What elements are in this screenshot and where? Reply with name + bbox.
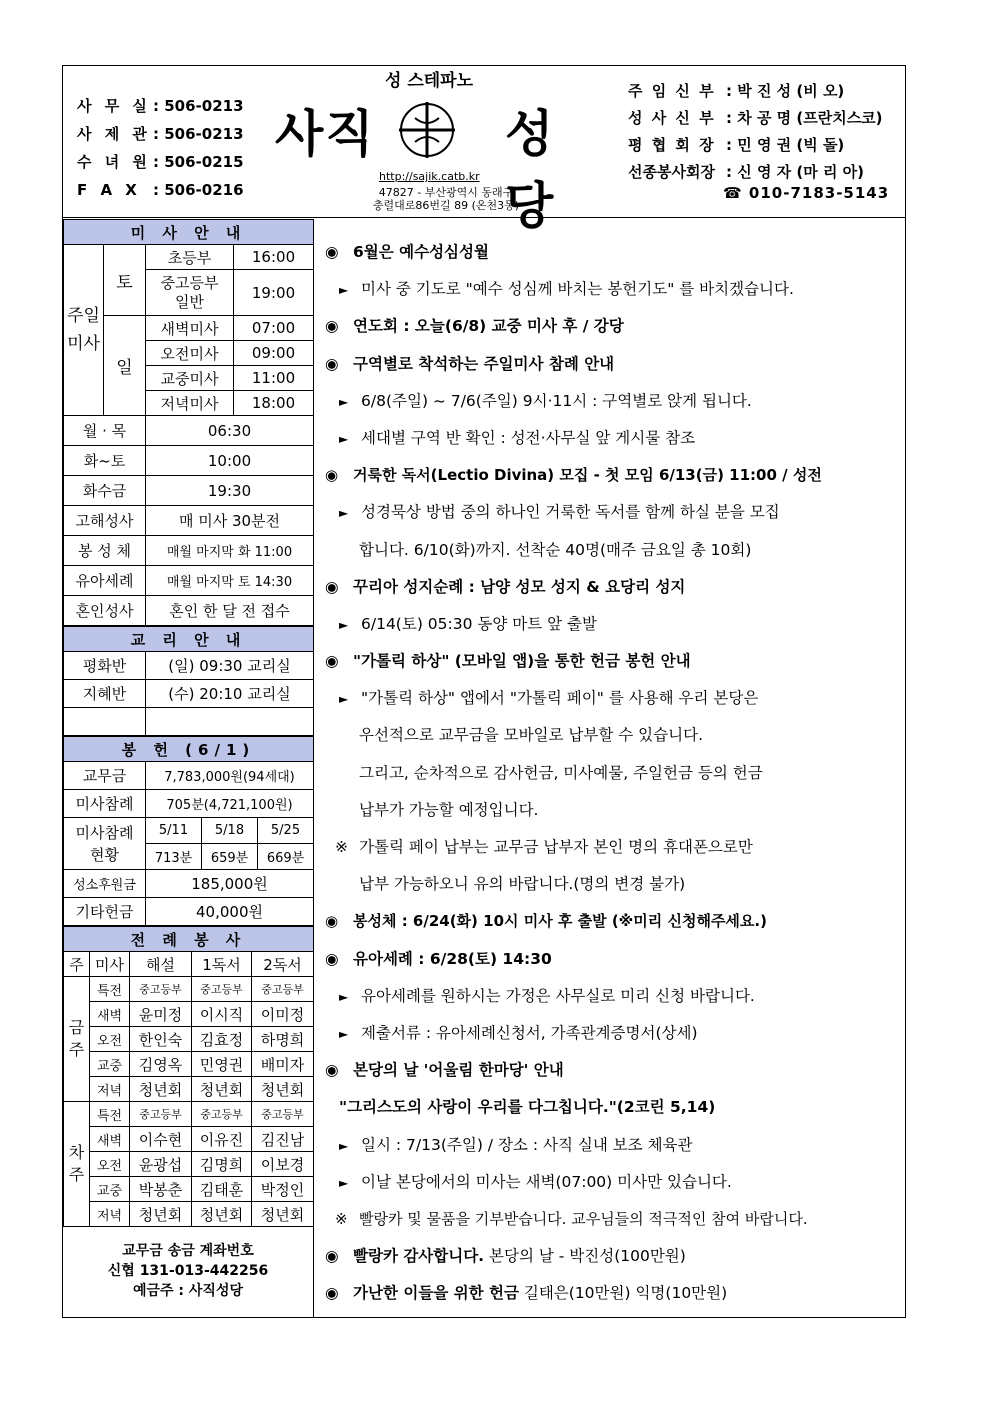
phone-row: 사 무 실 : 506-0213 bbox=[77, 97, 244, 115]
notice-bullet: ► 성경묵상 방법 중의 하나인 거룩한 독서를 함께 하실 분을 모집 bbox=[325, 494, 905, 531]
notice-bullet: ► 제출서류 : 유아세례신청서, 가족관계증명서(상세) bbox=[325, 1015, 905, 1052]
notice-bullet: ► 이날 본당에서의 미사는 새벽(07:00) 미사만 있습니다. bbox=[325, 1164, 905, 1201]
patron-name: 성 스테파노 bbox=[385, 71, 474, 91]
notice-bullet: ► 6/14(토) 05:30 동양 마트 앞 출발 bbox=[325, 606, 905, 643]
phone-row: F A X : 506-0216 bbox=[77, 181, 244, 199]
notice-note: ※ 빨랑카 및 물품을 기부받습니다. 교우님들의 적극적인 참여 바랍니다. bbox=[325, 1201, 905, 1238]
catechism-section-title: 교 리 안 내 bbox=[64, 627, 314, 652]
clergy-row: 주 임 신 부 : 박 진 성 (비 오) bbox=[628, 82, 845, 100]
offering-section-title: 봉 헌 (6/1) bbox=[64, 737, 314, 762]
cross-logo-icon bbox=[395, 98, 459, 162]
website-link[interactable]: http://sajik.catb.kr bbox=[379, 170, 480, 183]
notice-text: 납부 가능하오니 유의 바랍니다.(명의 변경 불가) bbox=[359, 875, 686, 894]
address: 47827 - 부산광역시 동래구 충렬대로86번길 89 (온천3동) bbox=[372, 186, 520, 212]
clergy-row: 평 협 회 장 : 민 영 권 (빅 돌) bbox=[628, 136, 845, 154]
notice-heading: ◉ 꾸리아 성지순례 : 남양 성모 성지 & 요당리 성지 bbox=[325, 569, 905, 606]
notice-quote: "그리스도의 사랑이 우리를 다그칩니다."(2코린 5,14) bbox=[339, 1098, 716, 1117]
office-phones bbox=[77, 92, 244, 204]
phone-row: 사 제 관 : 506-0213 bbox=[77, 125, 244, 143]
mass-table: 미 사 안 내 주일미사 토 초등부 16:00 중고등부 일반 19:00 일 새벽미사 07:00 오전미사 09:00 교중미사 11:00 저녁미사 18:00 월 · 목 06:30 화~토 10:00 화수금 19:30 고해성사 매 미사 30분전 봉 성 체 매월 마지막 화 11:00 유아세례 매월 마지막 토 14:30 혼인성사 혼인 한 달 전 접수 bbox=[63, 219, 314, 626]
phone-row: 수 녀 원 : 506-0215 bbox=[77, 153, 244, 171]
notice-bullet: ► 유아세례를 원하시는 가정은 사무실로 미리 신청 바랍니다. bbox=[325, 978, 905, 1015]
liturgy-section-title: 전 례 봉 사 bbox=[64, 927, 314, 952]
notice-heading: ◉ 연도회 : 오늘(6/8) 교중 미사 후 / 강당 bbox=[325, 308, 905, 345]
church-name-right: 성당 bbox=[505, 105, 556, 235]
clergy-row: 선종봉사회장 : 신 영 자 (마 리 아) bbox=[628, 163, 864, 181]
notice-bullet: ► "가톨릭 하상" 앱에서 "가톨릭 페이" 를 사용해 우리 본당은 bbox=[325, 680, 905, 717]
saturday-label: 토 bbox=[104, 245, 146, 316]
notice-heading: ◉ 유아세례 : 6/28(토) 14:30 bbox=[325, 941, 905, 978]
sunday-mass-label: 주일미사 bbox=[64, 245, 104, 416]
bulletin-frame bbox=[62, 65, 906, 1318]
clergy-row: 성 사 신 부 : 차 공 명 (프란치스코) bbox=[628, 109, 883, 127]
notice-bullet: ► 세대별 구역 반 확인 : 성전·사무실 앞 게시물 참조 bbox=[325, 420, 905, 457]
notice-heading: ◉ 빨랑카 감사합니다. 본당의 날 - 박진성(100만원) bbox=[325, 1238, 905, 1275]
bank-account: 교무금 송금 계좌번호 신협 131-013-442256 예금주 : 사직성당 bbox=[107, 1243, 269, 1299]
notice-heading: ◉ 봉성체 : 6/24(화) 10시 미사 후 출발 (※미리 신청해주세요.) bbox=[325, 903, 905, 940]
notice-bullet: ► 일시 : 7/13(주일) / 장소 : 사직 실내 보조 체육관 bbox=[325, 1127, 905, 1164]
notice-heading: ◉ 구역별로 착석하는 주일미사 참례 안내 bbox=[325, 346, 905, 383]
notice-text: 합니다. 6/10(화)까지. 선착순 40명(매주 금요일 총 10회) bbox=[359, 540, 752, 559]
church-name-left: 사직 bbox=[275, 105, 376, 163]
notices bbox=[325, 234, 905, 1312]
mass-section-title: 미 사 안 내 bbox=[64, 220, 314, 245]
notice-bullet: ► 미사 중 기도로 "예수 성심께 바치는 봉헌기도" 를 바치겠습니다. bbox=[325, 271, 905, 308]
notice-heading: ◉ 거룩한 독서(Lectio Divina) 모집 - 첫 모임 6/13(금) 11:00 / 성전 bbox=[325, 457, 905, 494]
notice-text: 우선적으로 교무금을 모바일로 납부할 수 있습니다. bbox=[359, 726, 703, 745]
notice-text: 그리고, 순차적으로 감사헌금, 미사예물, 주일헌금 등의 헌금 bbox=[359, 763, 763, 782]
liturgy-table: 전 례 봉 사 주 미사 해설 1독서 2독서 금주 특전 중고등부 중고등부 중고등부 새벽 윤미정 이시직 이미정 오전 한인숙 김효정 하명희 교중 김영옥 민영권 배미자 저녁 청년회 청년회 청년회 차주 특전 중고등부 중고등부 중고등부 새벽 이수현 이유진 김진남 오전 윤광섭 김명희 이보경 교중 박봉춘 김태훈 박정인 저녁 청년회 청년회 청년회 bbox=[63, 926, 314, 1227]
notice-heading: ◉ 본당의 날 '어울림 한마당' 안내 bbox=[325, 1052, 905, 1089]
notice-note: ※ 가톨릭 페이 납부는 교무금 납부자 본인 명의 휴대폰으로만 bbox=[325, 829, 905, 866]
left-column bbox=[63, 219, 314, 1317]
notice-heading: ◉ "가톨릭 하상" (모바일 앱)을 통한 헌금 봉헌 안내 bbox=[325, 643, 905, 680]
notice-heading: ◉ 6월은 예수성심성월 bbox=[325, 234, 905, 271]
notice-text: 납부가 가능할 예정입니다. bbox=[359, 800, 539, 819]
notice-bullet: ► 6/8(주일) ~ 7/6(주일) 9시·11시 : 구역별로 앉게 됩니다. bbox=[325, 383, 905, 420]
sunday-label: 일 bbox=[104, 316, 146, 416]
clergy-list bbox=[628, 78, 883, 186]
catechism-table: 교 리 안 내 평화반 (일) 09:30 교리실 지혜반 (수) 20:10 교리실 bbox=[63, 626, 314, 736]
offering-table: 봉 헌 (6/1) 교무금 7,783,000원(94세대) 미사참례 705분(4,721,100원) 미사참례 현황 5/11 5/18 5/25 713분 659분 669분 성소후원금 185,000원 기타헌금 40,000원 bbox=[63, 736, 314, 926]
notice-heading: ◉ 가난한 이들을 위한 헌금 길태은(10만원) 익명(10만원) bbox=[325, 1275, 905, 1312]
contact-phone: ☎ 010-7183-5143 bbox=[723, 184, 890, 202]
